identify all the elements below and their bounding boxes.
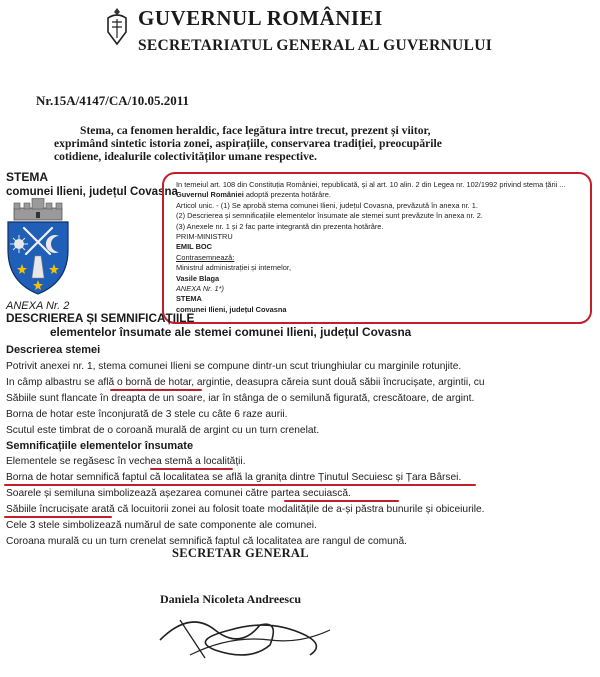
description-line: Borna de hotar este înconjurată de 3 stele cu câte 6 raze aurii. bbox=[6, 409, 288, 420]
significance-line: Săbiile încrucișate arată că locuitorii zonei au folosit toate modalitățile de a-și păstra bunurile și obiceiurile. bbox=[6, 504, 485, 515]
legal-line: Articol unic. - (1) Se aprobă stema comunei Ilieni, județul Covasna, prevăzută în anexa nr. 1. bbox=[176, 200, 478, 210]
red-underline bbox=[150, 468, 233, 470]
legal-line: Ministrul administrației și internelor, bbox=[176, 263, 292, 273]
annex-1-label: ANEXA Nr. 1*) bbox=[176, 284, 224, 294]
red-underline bbox=[4, 516, 112, 518]
government-title: GUVERNUL ROMÂNIEI bbox=[138, 6, 383, 30]
commune-label: comunei Ilieni, județul Covasna bbox=[6, 186, 178, 198]
description-line: Potrivit anexei nr. 1, stema comunei Ilieni se compune dintr-un scut triunghiular cu marginile rotunjite. bbox=[6, 361, 462, 372]
legal-stema-label: STEMA bbox=[176, 294, 202, 304]
legal-line: PRIM-MINISTRU bbox=[176, 232, 233, 242]
government-name: Guvernul României bbox=[176, 190, 244, 200]
coat-of-arms-icon bbox=[2, 198, 74, 296]
legal-line: (3) Anexele nr. 1 și 2 fac parte integrantă din prezenta hotărâre. bbox=[176, 221, 384, 231]
secretary-general-name: Daniela Nicoleta Andreescu bbox=[160, 592, 302, 606]
legal-line: In temeiul art. 108 din Constituția României, republicată, și al art. 10 alin. 2 din Legea nr. 102/1992 privind stema țării ... bbox=[176, 180, 566, 189]
significance-line: Soarele și semiluna simbolizează așezarea comunei către partea secuiască. bbox=[6, 488, 351, 499]
intro-paragraph: Stema, ca fenomen heraldic, face legătura intre trecut, prezent și viitor, exprimând sintetic istoria zonei, aspirațiile, conservarea tradiției, preocupările cotidiene, idealurile colectivităților umane respective. bbox=[54, 124, 442, 163]
stema-label: STEMA bbox=[6, 170, 48, 184]
red-underline bbox=[4, 484, 476, 486]
description-line: In câmp albastru se află o bornă de hotar, argintie, deasupra căreia sunt două săbii încrucișate, argintii, cu bbox=[6, 377, 485, 388]
description-subheading: elementelor însumate ale stemei comunei Ilieni, județul Covasna bbox=[50, 325, 412, 339]
significance-section-title: Semnificațiile elementelor însumate bbox=[6, 440, 194, 452]
significance-line: Borna de hotar semnifică faptul că localitatea se află la granița dintre Ținutul Secuiesc și Țara Bârsei. bbox=[6, 472, 462, 483]
secretary-general-title: SECRETAR GENERAL bbox=[172, 546, 309, 560]
countersign-label: Contrasemnează: bbox=[176, 252, 235, 262]
government-crest-icon bbox=[104, 6, 130, 46]
significance-line: Cele 3 stele simbolizează numărul de sate componente ale comunei. bbox=[6, 520, 317, 531]
description-line: Săbiile sunt flancate în dreapta de un soare, iar în stânga de o semilună figurată, crescătoare, de argint. bbox=[6, 393, 475, 404]
document-number: Nr.15A/4147/CA/10.05.2011 bbox=[36, 93, 189, 108]
handwritten-signature-icon bbox=[120, 600, 360, 665]
legal-line: Guvernul României adoptă prezenta hotărâre. bbox=[176, 190, 331, 200]
description-heading: DESCRIEREA ȘI SEMNIFICAȚIILE bbox=[6, 311, 195, 325]
red-underline bbox=[110, 389, 202, 391]
red-underline bbox=[284, 500, 399, 502]
legal-line: (2) Descrierea și semnificațiile elementelor însumate ale stemei sunt prevăzute în anexa nr. 2. bbox=[176, 211, 483, 221]
significance-line: Elementele se regăsesc în vechea stemă a localității. bbox=[6, 456, 246, 467]
mural-crown-icon bbox=[14, 198, 62, 220]
description-line: Scutul este timbrat de o coroană murală de argint cu un turn crenelat. bbox=[6, 425, 320, 436]
annex-2-label: ANEXA Nr. 2 bbox=[6, 300, 70, 312]
secretariat-title: SECRETARIATUL GENERAL AL GUVERNULUI bbox=[138, 37, 493, 54]
significance-line: Coroana murală cu un turn crenelat semnifică faptul că localitatea are rangul de comună. bbox=[6, 536, 407, 547]
description-section-title: Descrierea stemei bbox=[6, 344, 101, 356]
prime-minister-name: EMIL BOC bbox=[176, 242, 212, 252]
legal-commune-label: comunei Ilieni, județul Covasna bbox=[176, 304, 287, 314]
legal-text-box bbox=[162, 172, 592, 324]
minister-name: Vasile Blaga bbox=[176, 273, 220, 283]
